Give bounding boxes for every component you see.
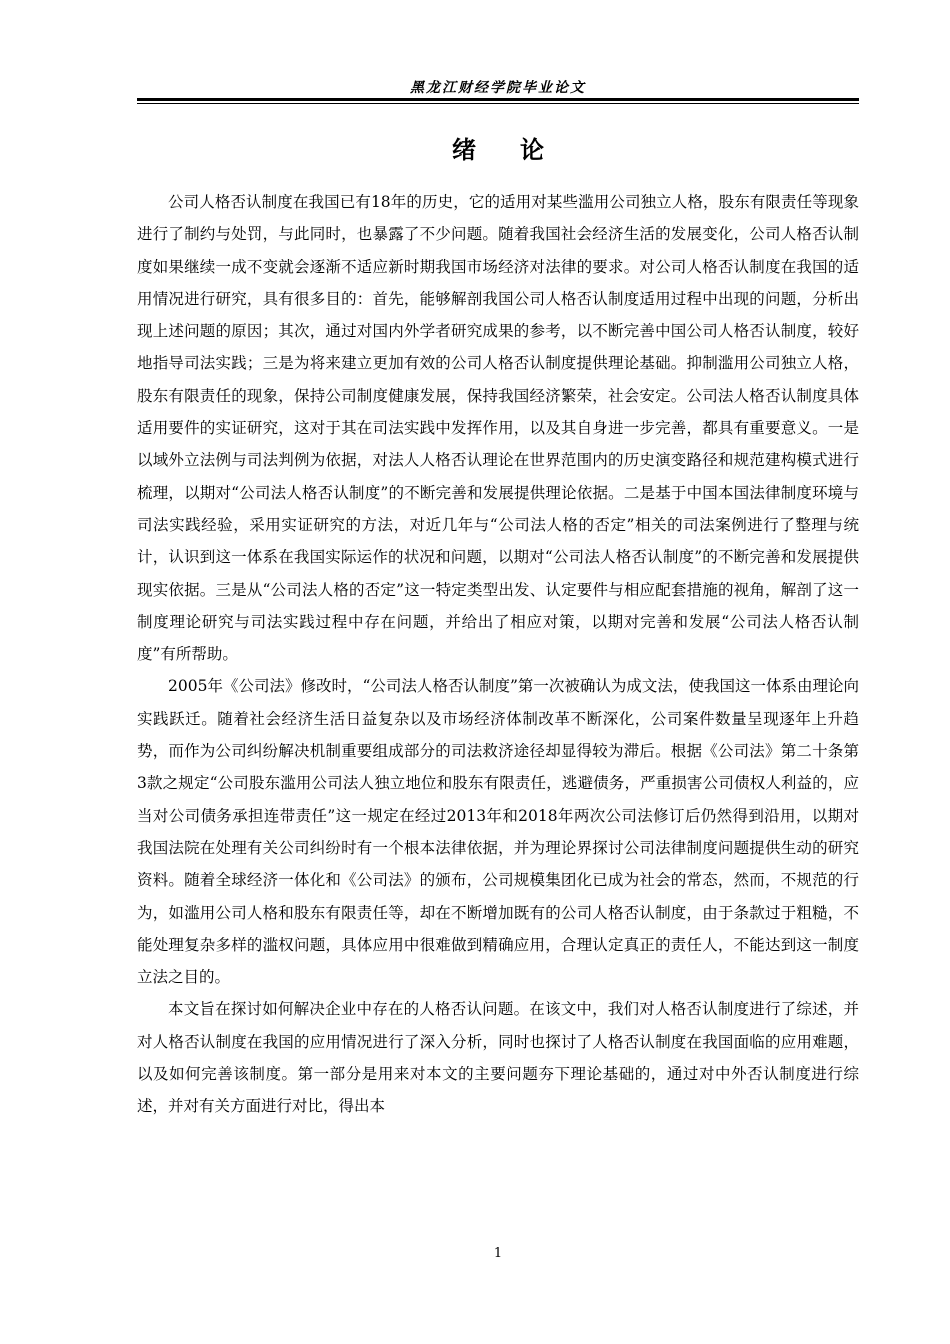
- running-header: 黑龙江财经学院毕业论文: [410, 80, 586, 96]
- body-text: [137, 186, 859, 1123]
- header-rule-thin: [137, 103, 859, 104]
- paragraph-3: 本文旨在探讨如何解决企业中存在的人格否认问题。在该文中，我们对人格否认制度进行了综述，并对人格否认制度在我国的应用情况进行了深入分析，同时也探讨了人格否认制度在我国面临的应用难题，以及如何完善该制度。第一部分是用来对本文的主要问题夯下理论基础的，通过对中外否认制度进行综述，并对有关方面进行对比，得出本: [137, 1000, 859, 1116]
- paragraph-1: 公司人格否认制度在我国已有18年的历史，它的适用对某些滥用公司独立人格，股东有限责任等现象进行了制约与处罚，与此同时，也暴露了不少问题。随着我国社会经济生活的发展变化，公司人格否认制度如果继续一成不变就会逐渐不适应新时期我国市场经济对法律的要求。对公司人格否认制度在我国的适用情况进行研究，具有很多目的：首先，能够解剖我国公司人格否认制度适用过程中出现的问题，分析出现上述问题的原因；其次，通过对国内外学者研究成果的参考，以不断完善中国公司人格否认制度，较好地指导司法实践；三是为将来建立更加有效的公司人格否认制度提供理论基础。抑制滥用公司独立人格，股东有限责任的现象，保持公司制度健康发展，保持我国经济繁荣，社会安定。公司法人格否认制度具体适用要件的实证研究，这对于其在司法实践中发挥作用，以及其自身进一步完善，都具有重要意义。一是以域外立法例与司法判例为依据，对法人人格否认理论在世界范围内的历史演变路径和规范建构模式进行梳理，以期对“公司法人格否认制度”的不断完善和发展提供理论依据。二是基于中国本国法律制度环境与司法实践经验，采用实证研究的方法，对近几年与“公司法人格的否定”相关的司法案例进行了整理与统计，认识到这一体系在我国实际运作的状况和问题，以期对“公司法人格否认制度”的不断完善和发展提供现实依据。三是从“公司法人格的否定”这一特定类型出发、认定要件与相应配套措施的视角，解剖了这一制度理论研究与司法实践过程中存在问题，并给出了相应对策，以期对完善和发展“公司法人格否认制度”有所帮助。: [137, 193, 859, 664]
- page-title: 绪论: [452, 136, 588, 164]
- page-number: 1: [493, 1246, 503, 1261]
- header-rule-thick: [137, 98, 859, 101]
- paragraph-2: 2005年《公司法》修改时，“公司法人格否认制度”第一次被确认为成文法，使我国这一体系由理论向实践跃迁。随着社会经济生活日益复杂以及市场经济体制改革不断深化，公司案件数量呈现逐年上升趋势，而作为公司纠纷解决机制重要组成部分的司法救济途径却显得较为滞后。根据《公司法》第二十条第3款之规定“公司股东滥用公司法人独立地位和股东有限责任，逃避债务，严重损害公司债权人利益的，应当对公司债务承担连带责任”这一规定在经过2013年和2018年两次公司法修订后仍然得到沿用，以期对我国法院在处理有关公司纠纷时有一个根本法律依据，并为理论界探讨公司法律制度问题提供生动的研究资料。随着全球经济一体化和《公司法》的颁布，公司规模集团化已成为社会的常态，然而，不规范的行为，如滥用公司人格和股东有限责任等，却在不断增加既有的公司人格否认制度，由于条款过于粗糙，不能处理复杂多样的滥权问题，具体应用中很难做到精确应用，合理认定真正的责任人，不能达到这一制度立法之目的。: [137, 677, 859, 987]
